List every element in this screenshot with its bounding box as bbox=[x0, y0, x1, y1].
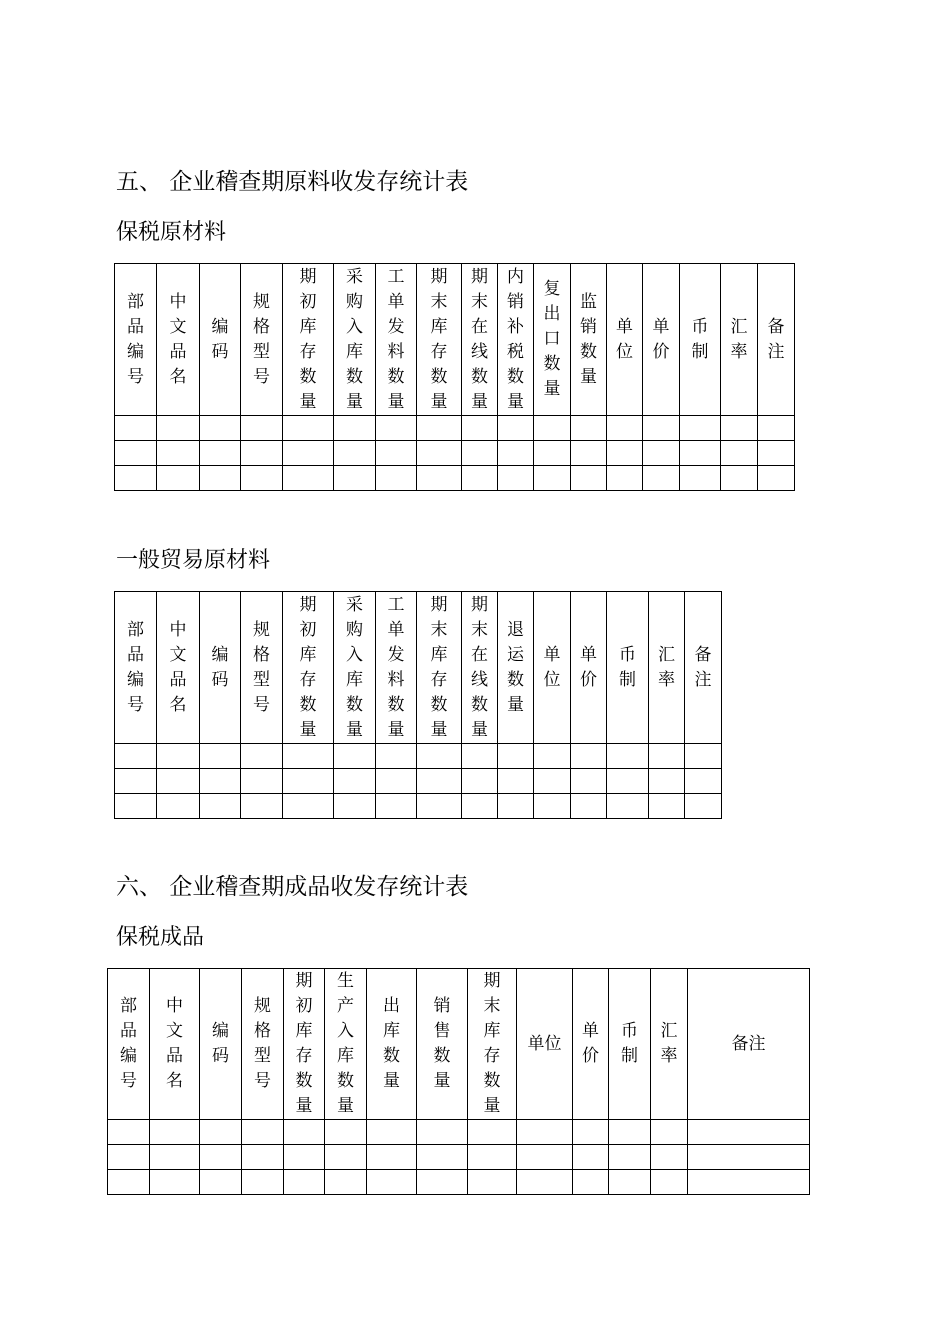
empty-cell[interactable] bbox=[417, 1145, 468, 1170]
header-cell bbox=[376, 592, 417, 744]
empty-cell[interactable] bbox=[643, 466, 680, 491]
header-label: 期末库存数量 bbox=[483, 971, 501, 1116]
empty-cell[interactable] bbox=[367, 1145, 417, 1170]
empty-cell[interactable] bbox=[284, 1145, 325, 1170]
header-cell bbox=[517, 969, 573, 1120]
empty-cell[interactable] bbox=[200, 466, 241, 491]
header-cell bbox=[649, 592, 685, 744]
empty-cell[interactable] bbox=[643, 441, 680, 466]
empty-cell[interactable] bbox=[200, 416, 241, 441]
empty-cell[interactable] bbox=[571, 466, 607, 491]
empty-cell[interactable] bbox=[200, 441, 241, 466]
empty-cell[interactable] bbox=[417, 744, 462, 769]
empty-cell[interactable] bbox=[376, 441, 417, 466]
header-label: 部品编号 bbox=[120, 996, 137, 1091]
header-label: 编码 bbox=[211, 316, 229, 362]
header-label: 期初库存数量 bbox=[299, 266, 317, 412]
empty-cell[interactable] bbox=[649, 769, 685, 794]
empty-cell[interactable] bbox=[498, 769, 534, 794]
empty-cell[interactable] bbox=[200, 794, 241, 819]
table-row bbox=[108, 1170, 810, 1195]
general-materials-table bbox=[114, 591, 722, 819]
header-cell bbox=[534, 264, 571, 416]
empty-cell[interactable] bbox=[462, 794, 498, 819]
header-cell bbox=[417, 592, 462, 744]
header-label: 中文品名 bbox=[169, 291, 187, 387]
empty-cell[interactable] bbox=[680, 466, 721, 491]
header-cell bbox=[283, 592, 334, 744]
empty-cell[interactable] bbox=[573, 1120, 609, 1145]
header-cell bbox=[685, 592, 722, 744]
empty-cell[interactable] bbox=[284, 1170, 325, 1195]
empty-cell[interactable] bbox=[241, 794, 283, 819]
empty-cell[interactable] bbox=[685, 769, 722, 794]
header-label: 单价 bbox=[582, 1021, 599, 1066]
header-label: 生产入库数量 bbox=[337, 971, 354, 1116]
empty-cell[interactable] bbox=[534, 744, 571, 769]
header-cell bbox=[680, 264, 721, 416]
header-cell bbox=[334, 592, 376, 744]
header-cell bbox=[571, 592, 607, 744]
header-cell bbox=[462, 592, 498, 744]
empty-cell[interactable] bbox=[115, 794, 157, 819]
empty-cell[interactable] bbox=[498, 466, 534, 491]
empty-cell[interactable] bbox=[685, 794, 722, 819]
empty-cell[interactable] bbox=[607, 794, 649, 819]
empty-cell[interactable] bbox=[115, 441, 157, 466]
header-label: 期初库存数量 bbox=[299, 594, 317, 740]
table-row bbox=[108, 1120, 810, 1145]
empty-cell[interactable] bbox=[680, 441, 721, 466]
empty-cell[interactable] bbox=[376, 416, 417, 441]
empty-cell[interactable] bbox=[283, 744, 334, 769]
header-cell bbox=[651, 969, 688, 1120]
header-cell bbox=[607, 264, 643, 416]
empty-cell[interactable] bbox=[242, 1170, 284, 1195]
empty-cell[interactable] bbox=[334, 416, 376, 441]
empty-cell[interactable] bbox=[607, 441, 643, 466]
empty-cell[interactable] bbox=[571, 416, 607, 441]
header-label: 单价 bbox=[652, 316, 670, 362]
empty-cell[interactable] bbox=[417, 441, 462, 466]
header-cell bbox=[200, 264, 241, 416]
empty-cell[interactable] bbox=[609, 1145, 651, 1170]
header-cell bbox=[498, 264, 534, 416]
empty-cell[interactable] bbox=[157, 466, 200, 491]
empty-cell[interactable] bbox=[241, 466, 283, 491]
header-cell bbox=[242, 969, 284, 1120]
header-cell bbox=[573, 969, 609, 1120]
empty-cell[interactable] bbox=[334, 744, 376, 769]
empty-cell[interactable] bbox=[573, 1145, 609, 1170]
header-label: 编码 bbox=[211, 644, 229, 690]
header-label: 期末库存数量 bbox=[430, 266, 448, 412]
empty-cell[interactable] bbox=[242, 1145, 284, 1170]
empty-cell[interactable] bbox=[325, 1145, 367, 1170]
table-row bbox=[115, 744, 722, 769]
header-label: 部品编号 bbox=[127, 291, 144, 387]
empty-cell[interactable] bbox=[367, 1170, 417, 1195]
header-label: 监销数量 bbox=[580, 291, 597, 387]
header-label: 出库数量 bbox=[383, 996, 400, 1091]
empty-cell[interactable] bbox=[157, 416, 200, 441]
header-cell bbox=[462, 264, 498, 416]
empty-cell[interactable] bbox=[108, 1170, 150, 1195]
header-label: 工单发料数量 bbox=[387, 594, 405, 740]
empty-cell[interactable] bbox=[376, 794, 417, 819]
empty-cell[interactable] bbox=[680, 416, 721, 441]
empty-cell[interactable] bbox=[688, 1120, 810, 1145]
header-label: 规格型号 bbox=[253, 619, 270, 715]
header-label: 工单发料数量 bbox=[387, 266, 405, 412]
empty-cell[interactable] bbox=[688, 1170, 810, 1195]
empty-cell[interactable] bbox=[417, 416, 462, 441]
section5-title: 五、 企业稽查期原料收发存统计表 bbox=[116, 169, 469, 195]
empty-cell[interactable] bbox=[108, 1120, 150, 1145]
empty-cell[interactable] bbox=[571, 441, 607, 466]
empty-cell[interactable] bbox=[283, 466, 334, 491]
empty-cell[interactable] bbox=[573, 1170, 609, 1195]
empty-cell[interactable] bbox=[150, 1145, 200, 1170]
header-label: 备注 bbox=[694, 644, 712, 690]
empty-cell[interactable] bbox=[498, 744, 534, 769]
empty-cell[interactable] bbox=[517, 1170, 573, 1195]
bonded-products-subtitle: 保税成品 bbox=[116, 925, 205, 950]
header-cell bbox=[150, 969, 200, 1120]
bonded-materials-subtitle: 保税原材料 bbox=[116, 220, 227, 245]
header-label: 采购入库数量 bbox=[346, 594, 363, 740]
empty-cell[interactable] bbox=[115, 744, 157, 769]
header-label: 编码 bbox=[212, 1021, 229, 1066]
header-label: 备注 bbox=[767, 316, 785, 362]
header-label: 汇率 bbox=[658, 644, 675, 690]
empty-cell[interactable] bbox=[758, 441, 795, 466]
empty-cell[interactable] bbox=[607, 744, 649, 769]
empty-cell[interactable] bbox=[651, 1120, 688, 1145]
empty-cell[interactable] bbox=[150, 1120, 200, 1145]
empty-cell[interactable] bbox=[517, 1145, 573, 1170]
empty-cell[interactable] bbox=[241, 416, 283, 441]
header-label: 复出口数量 bbox=[543, 279, 561, 399]
empty-cell[interactable] bbox=[498, 794, 534, 819]
table-row bbox=[115, 416, 795, 441]
empty-cell[interactable] bbox=[108, 1145, 150, 1170]
empty-cell[interactable] bbox=[462, 466, 498, 491]
empty-cell[interactable] bbox=[283, 769, 334, 794]
empty-cell[interactable] bbox=[607, 769, 649, 794]
header-label: 期末在线数量 bbox=[471, 594, 488, 740]
header-cell bbox=[367, 969, 417, 1120]
empty-cell[interactable] bbox=[721, 416, 758, 441]
empty-cell[interactable] bbox=[417, 769, 462, 794]
empty-cell[interactable] bbox=[283, 441, 334, 466]
header-cell bbox=[334, 264, 376, 416]
header-cell bbox=[643, 264, 680, 416]
header-label: 单位 bbox=[543, 644, 561, 690]
general-materials-subtitle: 一般贸易原材料 bbox=[116, 548, 271, 573]
empty-cell[interactable] bbox=[688, 1145, 810, 1170]
empty-cell[interactable] bbox=[115, 416, 157, 441]
empty-cell[interactable] bbox=[462, 769, 498, 794]
header-cell bbox=[115, 264, 157, 416]
header-cell bbox=[609, 969, 651, 1120]
empty-cell[interactable] bbox=[376, 769, 417, 794]
empty-cell[interactable] bbox=[651, 1145, 688, 1170]
header-label: 币制 bbox=[619, 644, 636, 690]
empty-cell[interactable] bbox=[468, 1145, 517, 1170]
header-cell bbox=[534, 592, 571, 744]
header-label: 汇率 bbox=[730, 316, 748, 362]
empty-cell[interactable] bbox=[468, 1170, 517, 1195]
header-row bbox=[115, 264, 795, 416]
empty-cell[interactable] bbox=[571, 769, 607, 794]
empty-cell[interactable] bbox=[334, 769, 376, 794]
header-label: 单价 bbox=[580, 644, 597, 690]
empty-cell[interactable] bbox=[241, 744, 283, 769]
header-cell bbox=[417, 969, 468, 1120]
header-label: 期末在线数量 bbox=[471, 266, 488, 412]
empty-cell[interactable] bbox=[758, 416, 795, 441]
empty-cell[interactable] bbox=[334, 466, 376, 491]
header-cell bbox=[283, 264, 334, 416]
empty-cell[interactable] bbox=[284, 1120, 325, 1145]
bonded-materials-table bbox=[114, 263, 795, 491]
header-cell bbox=[721, 264, 758, 416]
empty-cell[interactable] bbox=[462, 744, 498, 769]
header-label: 汇率 bbox=[660, 1021, 678, 1066]
header-label: 内销补税数量 bbox=[507, 266, 524, 412]
empty-cell[interactable] bbox=[241, 769, 283, 794]
empty-cell[interactable] bbox=[534, 794, 571, 819]
header-cell bbox=[241, 264, 283, 416]
empty-cell[interactable] bbox=[534, 441, 571, 466]
table-row bbox=[115, 794, 722, 819]
header-cell bbox=[115, 592, 157, 744]
header-cell bbox=[758, 264, 795, 416]
empty-cell[interactable] bbox=[325, 1170, 367, 1195]
empty-cell[interactable] bbox=[721, 441, 758, 466]
empty-cell[interactable] bbox=[157, 441, 200, 466]
empty-cell[interactable] bbox=[150, 1170, 200, 1195]
empty-cell[interactable] bbox=[157, 744, 200, 769]
header-row bbox=[115, 592, 722, 744]
section6-title: 六、 企业稽查期成品收发存统计表 bbox=[116, 874, 469, 900]
empty-cell[interactable] bbox=[468, 1120, 517, 1145]
empty-cell[interactable] bbox=[571, 794, 607, 819]
header-label: 采购入库数量 bbox=[346, 266, 363, 412]
empty-cell[interactable] bbox=[609, 1120, 651, 1145]
empty-cell[interactable] bbox=[649, 744, 685, 769]
empty-cell[interactable] bbox=[115, 769, 157, 794]
header-label: 部品编号 bbox=[127, 619, 144, 715]
header-cell bbox=[468, 969, 517, 1120]
empty-cell[interactable] bbox=[376, 466, 417, 491]
empty-cell[interactable] bbox=[417, 794, 462, 819]
empty-cell[interactable] bbox=[334, 794, 376, 819]
header-cell bbox=[241, 592, 283, 744]
header-label: 币制 bbox=[691, 316, 709, 362]
empty-cell[interactable] bbox=[157, 794, 200, 819]
header-label: 期末库存数量 bbox=[430, 594, 448, 740]
header-label: 币制 bbox=[621, 1021, 638, 1066]
empty-cell[interactable] bbox=[157, 769, 200, 794]
empty-cell[interactable] bbox=[334, 441, 376, 466]
empty-cell[interactable] bbox=[241, 441, 283, 466]
empty-cell[interactable] bbox=[607, 416, 643, 441]
header-cell bbox=[157, 592, 200, 744]
empty-cell[interactable] bbox=[643, 416, 680, 441]
empty-cell[interactable] bbox=[417, 466, 462, 491]
table-row bbox=[115, 466, 795, 491]
header-label: 销售数量 bbox=[433, 996, 451, 1091]
header-cell bbox=[200, 592, 241, 744]
empty-cell[interactable] bbox=[609, 1170, 651, 1195]
header-label: 规格型号 bbox=[254, 996, 271, 1091]
header-label: 规格型号 bbox=[253, 291, 270, 387]
header-label: 期初库存数量 bbox=[295, 971, 313, 1116]
header-cell bbox=[607, 592, 649, 744]
empty-cell[interactable] bbox=[200, 1170, 242, 1195]
empty-cell[interactable] bbox=[200, 744, 241, 769]
empty-cell[interactable] bbox=[462, 441, 498, 466]
empty-cell[interactable] bbox=[534, 769, 571, 794]
header-label: 单位 bbox=[616, 316, 633, 362]
table-row bbox=[115, 441, 795, 466]
empty-cell[interactable] bbox=[417, 1120, 468, 1145]
header-cell bbox=[571, 264, 607, 416]
empty-cell[interactable] bbox=[283, 416, 334, 441]
bonded-products-table bbox=[107, 968, 810, 1195]
empty-cell[interactable] bbox=[607, 466, 643, 491]
header-cell bbox=[200, 969, 242, 1120]
header-label: 备注 bbox=[731, 1033, 766, 1054]
empty-cell[interactable] bbox=[534, 416, 571, 441]
header-label: 中文品名 bbox=[166, 996, 183, 1091]
header-cell bbox=[376, 264, 417, 416]
empty-cell[interactable] bbox=[534, 466, 571, 491]
header-cell bbox=[284, 969, 325, 1120]
header-cell bbox=[417, 264, 462, 416]
empty-cell[interactable] bbox=[685, 744, 722, 769]
empty-cell[interactable] bbox=[367, 1120, 417, 1145]
empty-cell[interactable] bbox=[200, 1120, 242, 1145]
empty-cell[interactable] bbox=[376, 744, 417, 769]
empty-cell[interactable] bbox=[517, 1120, 573, 1145]
empty-cell[interactable] bbox=[242, 1120, 284, 1145]
empty-cell[interactable] bbox=[758, 466, 795, 491]
empty-cell[interactable] bbox=[325, 1120, 367, 1145]
empty-cell[interactable] bbox=[651, 1170, 688, 1195]
empty-cell[interactable] bbox=[649, 794, 685, 819]
empty-cell[interactable] bbox=[200, 1145, 242, 1170]
header-cell bbox=[498, 592, 534, 744]
empty-cell[interactable] bbox=[200, 769, 241, 794]
empty-cell[interactable] bbox=[417, 1170, 468, 1195]
empty-cell[interactable] bbox=[115, 466, 157, 491]
table-row bbox=[108, 1145, 810, 1170]
header-cell bbox=[688, 969, 810, 1120]
empty-cell[interactable] bbox=[571, 744, 607, 769]
header-cell bbox=[157, 264, 200, 416]
header-cell bbox=[325, 969, 367, 1120]
empty-cell[interactable] bbox=[462, 416, 498, 441]
table-row bbox=[115, 769, 722, 794]
header-cell bbox=[108, 969, 150, 1120]
empty-cell[interactable] bbox=[283, 794, 334, 819]
empty-cell[interactable] bbox=[721, 466, 758, 491]
empty-cell[interactable] bbox=[498, 441, 534, 466]
header-label: 单位 bbox=[527, 1033, 562, 1054]
header-label: 中文品名 bbox=[169, 619, 187, 715]
header-label: 退运数量 bbox=[507, 619, 524, 715]
header-row bbox=[108, 969, 810, 1120]
empty-cell[interactable] bbox=[498, 416, 534, 441]
